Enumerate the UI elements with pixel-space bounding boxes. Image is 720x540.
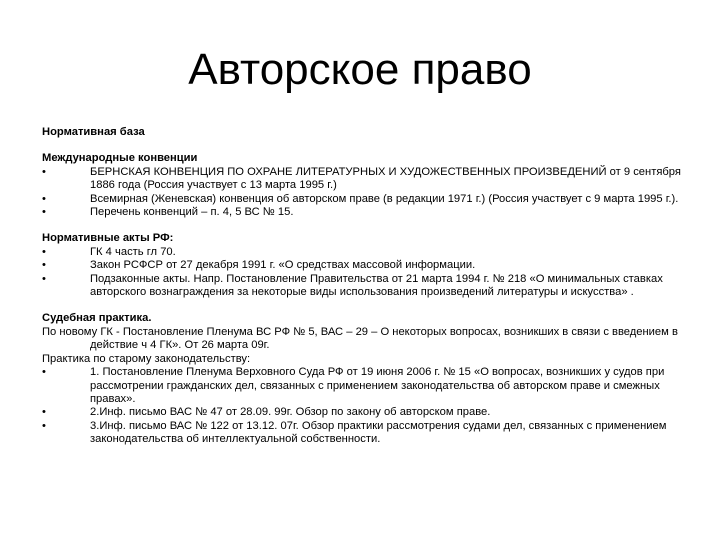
bullet-icon: • <box>42 192 46 205</box>
list-item-text: БЕРНСКАЯ КОНВЕНЦИЯ ПО ОХРАНЕ ЛИТЕРАТУРНЫХ И ХУДОЖЕСТВЕННЫХ ПРОИЗВЕДЕНИЙ от 9 сентября 1886 года (Россия участвует с 13 марта 1995 г.) <box>90 165 681 192</box>
bullet-icon: • <box>42 366 46 379</box>
normative-list <box>42 246 682 300</box>
list-item <box>42 246 682 259</box>
list-item-text: Перечень конвенций – п. 4, 5 ВС № 15. <box>90 206 294 219</box>
bullet-icon: • <box>42 206 46 219</box>
list-item <box>42 193 682 206</box>
list-item <box>42 206 682 219</box>
bullet-icon: • <box>42 245 46 258</box>
normative-base-heading: Нормативная база <box>42 126 145 138</box>
list-item-text: Закон РСФСР от 27 декабря 1991 г. «О средствах массовой информации. <box>90 259 476 272</box>
section-judicial-practice <box>42 312 682 446</box>
list-item-text: 1. Постановление Пленума Верховного Суда РФ от 19 июня 2006 г. № 15 «О вопросах, возникших у судов при рассмотрении гражданских дел, связанных с применением законодательства об авторском праве и смежных правах». <box>90 366 665 405</box>
bullet-icon: • <box>42 419 46 432</box>
list-item <box>42 366 682 406</box>
section-normative-acts <box>42 232 682 299</box>
list-item-text: ГК 4 часть гл 70. <box>90 245 176 258</box>
bullet-icon: • <box>42 165 46 178</box>
judicial-new-code-text: По новому ГК - Постановление Пленума ВС РФ № 5, ВАС – 29 – О некоторых вопросах, возникших в связи с введением в действие ч 4 ГК». От 26 марта 09г. <box>42 325 678 352</box>
judicial-old-law-text: Практика по старому законодательству: <box>42 352 251 365</box>
list-item <box>42 166 682 193</box>
list-item-text: Подзаконные акты. Напр. Постановление Правительства от 21 марта 1994 г. № 218 «О минимальных ставках авторского вознаграждения за некоторые виды использования произведений литературы и искусства» . <box>90 272 663 299</box>
bullet-icon: • <box>42 406 46 419</box>
list-item <box>42 406 682 419</box>
international-heading: Международные конвенции <box>42 152 198 165</box>
bullet-icon: • <box>42 259 46 272</box>
judicial-heading: Судебная практика. <box>42 312 152 325</box>
international-list <box>42 166 682 220</box>
list-item-text: 3.Инф. письмо ВАС № 122 от 13.12. 07г. Обзор практики рассмотрения судами дел, связанных с применением законодательства об интеллектуальной собственности. <box>90 419 667 446</box>
normative-acts-heading: Нормативные акты РФ: <box>42 232 174 245</box>
section-international-conventions <box>42 152 682 219</box>
judicial-list <box>42 366 682 446</box>
list-item <box>42 259 682 272</box>
section-normative-base <box>42 126 682 139</box>
slide-content <box>42 126 682 447</box>
list-item <box>42 273 682 300</box>
slide-title: Авторское право <box>188 45 532 94</box>
list-item-text: 2.Инф. письмо ВАС № 47 от 28.09. 99г. Обзор по закону об авторском праве. <box>90 406 491 419</box>
list-item-text: Всемирная (Женевская) конвенция об авторском праве (в редакции 1971 г.) (Россия участвует с 9 марта 1995 г.). <box>90 192 679 205</box>
list-item <box>42 420 682 447</box>
bullet-icon: • <box>42 272 46 285</box>
